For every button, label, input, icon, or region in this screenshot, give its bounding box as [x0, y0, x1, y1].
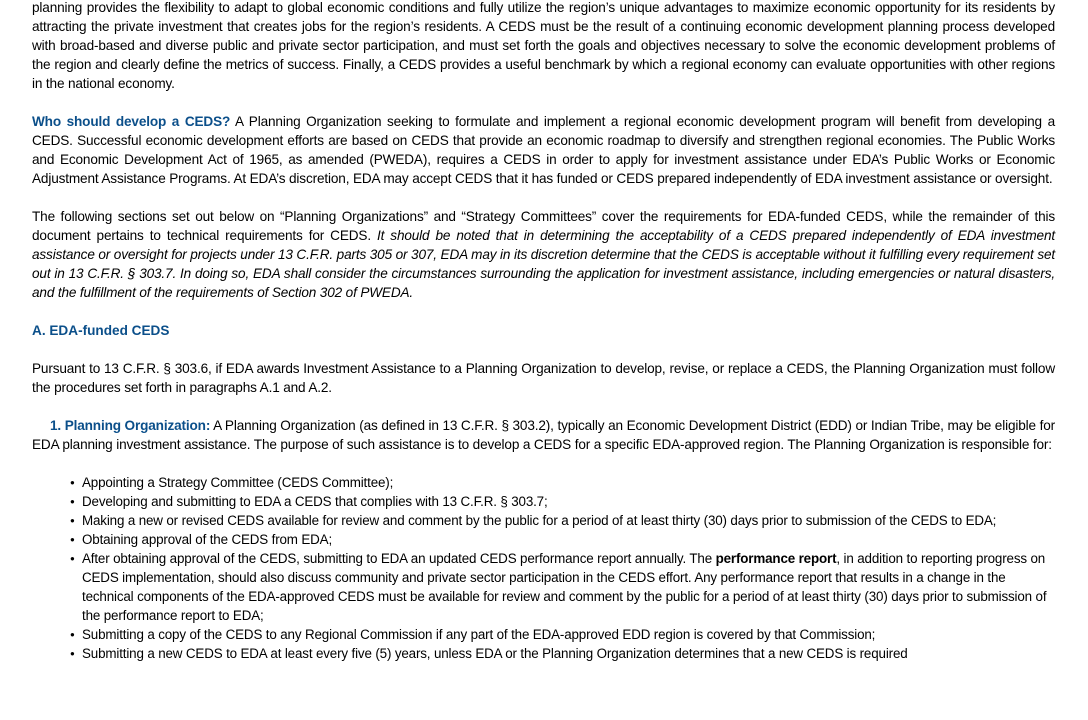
performance-report-term: performance report: [715, 551, 837, 566]
document-page: [32, 0, 1055, 663]
list-item: ● Appointing a Strategy Committee (CEDS Committee);: [82, 473, 1055, 492]
sections-italic-text: It should be noted that in determining the acceptability of a CEDS prepared independently of EDA investment assistance or oversight for projects under 13 C.F.R. parts 305 or 307, EDA may in its discretion determine that the CEDS is acceptable without it fulfilling every requirement set out in 13 C.F.R. § 303.7. In doing so, EDA shall consider the circumstances surrounding the application for investment assistance, including emergencies or natural disasters, and the fulfillment of the requirements of Section 302 of PWEDA.: [32, 228, 1055, 300]
section-a-heading: A. EDA-funded CEDS: [32, 323, 170, 338]
who-text: A Planning Organization seeking to formulate and implement a regional economic development program will benefit from developing a CEDS. Successful economic development efforts are based on CEDS that provide an economic roadmap to diversify and strengthen regional economies. The Public Works and Economic Development Act of 1965, as amended (PWEDA), requires a CEDS in order to apply for investment assistance under EDA’s Public Works or Economic Adjustment Assistance Programs. At EDA’s discretion, EDA may accept CEDS that it has funded or CEDS prepared independently of EDA investment assistance or oversight.: [32, 114, 1055, 186]
b5-pre-text: After obtaining approval of the CEDS, submitting to EDA an updated CEDS performance report annually. The: [82, 551, 716, 566]
planning-org-paragraph: [32, 416, 1055, 454]
list-item: ● Developing and submitting to EDA a CEDS that complies with 13 C.F.R. § 303.7;: [82, 492, 1055, 511]
who-paragraph: [32, 112, 1055, 188]
planning-org-text: A Planning Organization (as defined in 13 C.F.R. § 303.2), typically an Economic Development District (EDD) or Indian Tribe, may be eligible for EDA planning investment assistance. The purpose of such assistance is to develop a CEDS for a specific EDA-approved region. The Planning Organization is responsible for:: [32, 418, 1055, 452]
b5-post-text: , in addition to reporting progress on CEDS implementation, should also discuss community and private sector participation in the CEDS effort. Any performance report that results in a change in the technical components of the EDA-approved CEDS must be available for review and comment by the public for a period of at least thirty (30) days prior to submission of the performance report to EDA;: [82, 551, 1047, 623]
section-a-paragraph: Pursuant to 13 C.F.R. § 303.6, if EDA awards Investment Assistance to a Planning Organization to develop, revise, or replace a CEDS, the Planning Organization must follow the procedures set forth in paragraphs A.1 and A.2.: [32, 361, 1055, 395]
list-item: ● Submitting a new CEDS to EDA at least every five (5) years, unless EDA or the Planning Organization determines that a new CEDS is required: [82, 644, 1055, 663]
list-item: ● Submitting a copy of the CEDS to any Regional Commission if any part of the EDA-approved EDD region is covered by that Commission;: [82, 625, 1055, 644]
list-item: [82, 549, 1055, 625]
list-item: ● Obtaining approval of the CEDS from EDA;: [82, 530, 1055, 549]
list-item: ● Making a new or revised CEDS available for review and comment by the public for a period of at least thirty (30) days prior to submission of the CEDS to EDA;: [82, 511, 1055, 530]
planning-org-heading: 1. Planning Organization:: [50, 418, 211, 433]
intro-paragraph: planning provides the flexibility to adapt to global economic conditions and fully utilize the region’s unique advantages to maximize economic opportunity for its residents by attracting the private investment that creates jobs for the region’s residents. A CEDS must be the result of a continuing economic development planning process developed with broad-based and diverse public and private sector participation, and must set forth the goals and objectives necessary to solve the economic development problems of the region and clearly define the metrics of success. Finally, a CEDS provides a useful benchmark by which a regional economy can evaluate opportunities with other regions in the national economy.: [32, 0, 1055, 91]
who-heading: Who should develop a CEDS?: [32, 114, 231, 129]
responsibilities-list: [32, 473, 1055, 663]
sections-paragraph: [32, 207, 1055, 302]
sections-text: The following sections set out below on “Planning Organizations” and “Strategy Committees” cover the requirements for EDA-funded CEDS, while the remainder of this document pertains to technical requirements for CEDS.: [32, 209, 1055, 243]
